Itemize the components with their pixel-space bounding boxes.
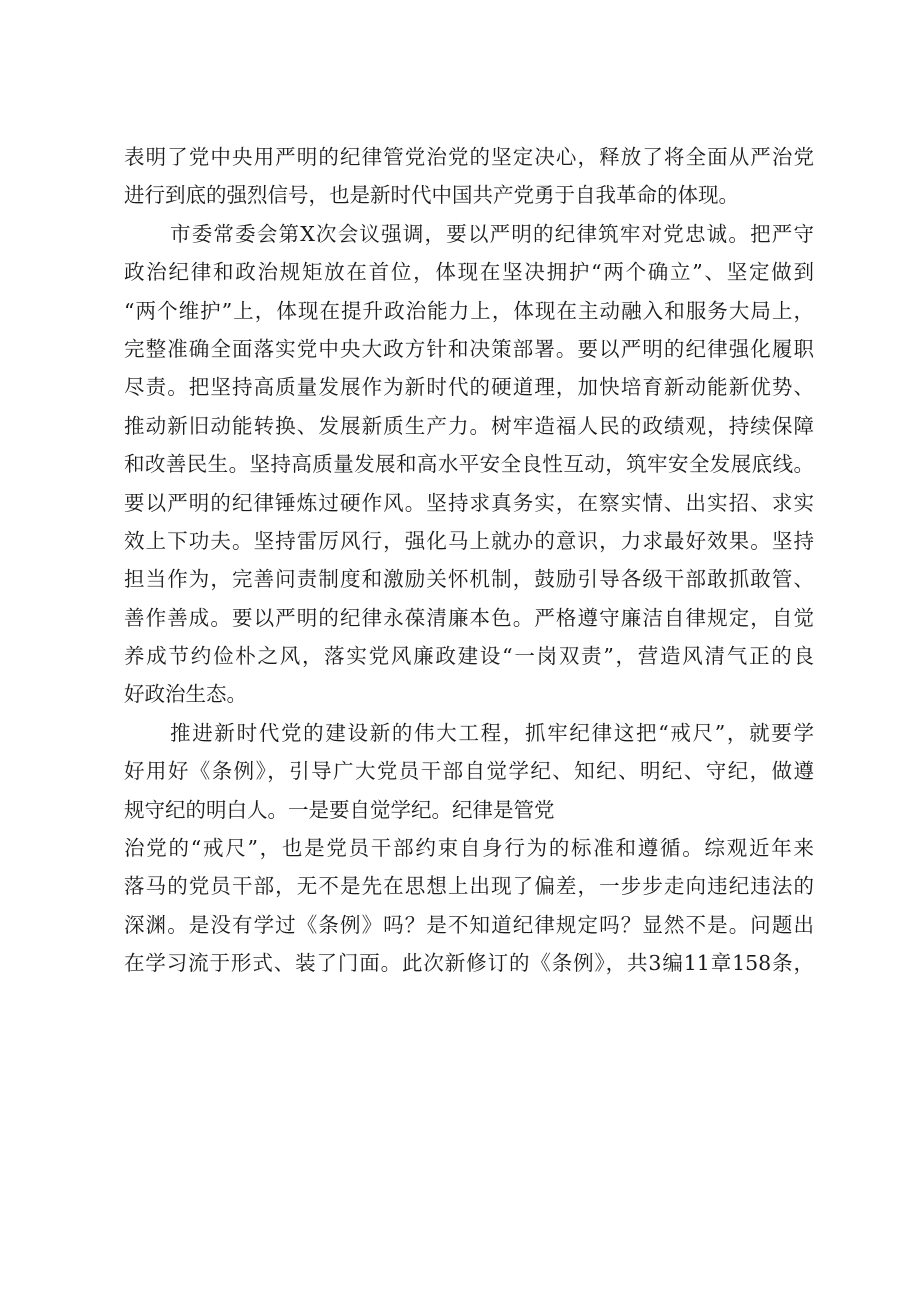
text-line: 治党的“戒尺”，也是党员干部约束自身行为的标准和遵循。综观近年来 (124, 836, 814, 861)
text-line: 推动新旧动能转换、发展新质生产力。树牢造福人民的政绩观，持续保障 (124, 413, 814, 438)
document-body (124, 138, 814, 983)
text-line: 落马的党员干部，无不是先在思想上出现了偏差，一步步走向违纪违法的 (124, 874, 814, 899)
text-line: 和改善民生。坚持高质量发展和高水平安全良性互动，筑牢安全发展底线。 (124, 452, 814, 477)
text-line: 尽责。把坚持高质量发展作为新时代的硬道理，加快培育新动能新优势、 (124, 375, 814, 400)
text-line: 表明了党中央用严明的纪律管党治党的坚定决心，释放了将全面从严治党 (124, 145, 814, 169)
text-line: 进行到底的强烈信号，也是新时代中国共产党勇于自我革命的体现。 (124, 183, 739, 208)
paragraph-start-line: 推进新时代党的建设新的伟大工程，抓牢纪律这把“戒尺”，就要学 (170, 720, 814, 745)
text-line: 完整准确全面落实党中央大政方针和决策部署。要以严明的纪律强化履职 (124, 336, 814, 361)
text-line: 担当作为，完善问责制度和激励关怀机制，鼓励引导各级干部敢抓敢管、 (124, 567, 814, 592)
text-line: 好政治生态。 (124, 682, 247, 707)
text-line: 深渊。是没有学过《条例》吗？是不知道纪律规定吗？显然不是。问题出 (124, 912, 814, 937)
text-line: 要以严明的纪律锤炼过硬作风。坚持求真务实，在察实情、出实招、求实 (124, 490, 814, 515)
text-line: 规守纪的明白人。一是要自觉学纪。纪律是管党 (124, 797, 555, 822)
text-line: 效上下功夫。坚持雷厉风行，强化马上就办的意识，力求最好效果。坚持 (124, 528, 814, 553)
text-line: 善作善成。要以严明的纪律永葆清廉本色。严格遵守廉洁自律规定，自觉 (124, 605, 814, 630)
text-line: 政治纪律和政治规矩放在首位，体现在坚决拥护“两个确立”、坚定做到 (124, 260, 814, 285)
text-line: 在学习流于形式、装了门面。此次新修订的《条例》，共3编11章158条， (124, 951, 814, 976)
text-line: 养成节约俭朴之风，落实党风廉政建设“一岗双责”，营造风清气正的良 (124, 644, 814, 669)
paragraph-start-line: 市委常委会第X次会议强调，要以严明的纪律筑牢对党忠诚。把严守 (170, 221, 814, 246)
text-line: “两个维护”上，体现在提升政治能力上，体现在主动融入和服务大局上， (124, 298, 814, 323)
text-line: 好用好《条例》，引导广大党员干部自觉学纪、知纪、明纪、守纪，做遵 (124, 759, 814, 784)
